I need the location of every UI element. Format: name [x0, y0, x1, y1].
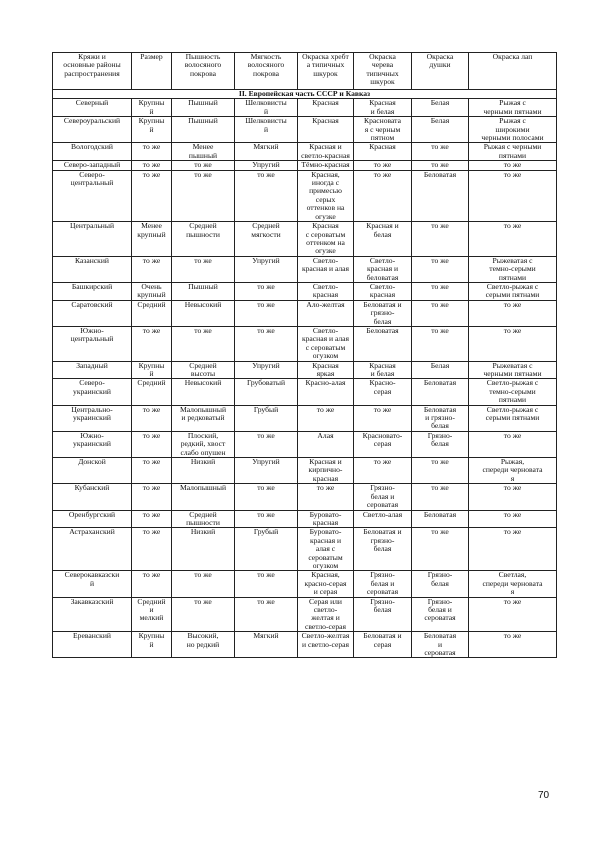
table-row: [53, 117, 557, 143]
table-cell: Очень крупный: [132, 282, 172, 300]
table-cell: Светло- красная: [298, 282, 354, 300]
table-cell: то же: [469, 300, 557, 326]
table-cell: то же: [412, 282, 469, 300]
table-cell: Малопышный: [172, 484, 235, 510]
table-cell: то же: [235, 431, 298, 457]
table-row: [53, 161, 557, 170]
table-header-row: [53, 53, 557, 90]
table-cell: то же: [412, 222, 469, 257]
table-cell: Красновата я с черным пятном: [354, 117, 412, 143]
table-cell: то же: [132, 571, 172, 597]
table-cell: Ало-желтая: [298, 300, 354, 326]
table-cell: то же: [235, 484, 298, 510]
table-cell: Донской: [53, 458, 132, 484]
table-cell: Средней высоты: [172, 361, 235, 379]
table-cell: Упругий: [235, 256, 298, 282]
table-cell: Буровато- красная: [298, 510, 354, 528]
table-cell: Северо-западный: [53, 161, 132, 170]
table-cell: Оренбургский: [53, 510, 132, 528]
table-cell: Упругий: [235, 361, 298, 379]
table-cell: Светло- красная и алая: [298, 256, 354, 282]
column-header: Мягкость волосяного покрова: [235, 53, 298, 90]
table-cell: Крупны й: [132, 632, 172, 658]
table-cell: Саратовский: [53, 300, 132, 326]
table-cell: Вологодский: [53, 143, 132, 161]
table-cell: Шелковисты й: [235, 117, 298, 143]
table-cell: Красная с сероватым оттенком на огузке: [298, 222, 354, 257]
table-cell: то же: [235, 597, 298, 632]
table-cell: Ереванский: [53, 632, 132, 658]
table-cell: то же: [412, 143, 469, 161]
table-cell: Пышный: [172, 117, 235, 143]
table-cell: Грубый: [235, 405, 298, 431]
column-header: Окраска лап: [469, 53, 557, 90]
page-number: 70: [538, 790, 550, 801]
table-cell: Беловатая: [412, 379, 469, 405]
table-row: [53, 632, 557, 658]
table-cell: Шелковисты й: [235, 99, 298, 117]
table-cell: Рыжеватая с черными пятнами: [469, 361, 557, 379]
table-cell: Кубанский: [53, 484, 132, 510]
table-row: [53, 510, 557, 528]
table-cell: Беловатая: [412, 170, 469, 221]
table-row: [53, 431, 557, 457]
table-cell: Менее пышный: [172, 143, 235, 161]
table-cell: Беловатая и грязно- белая: [354, 528, 412, 571]
table-cell: Тёмно-красная: [298, 161, 354, 170]
table-cell: Красная и белая: [354, 361, 412, 379]
table-cell: то же: [354, 161, 412, 170]
table-cell: Крупны й: [132, 99, 172, 117]
table-cell: Беловатая и сероватая: [412, 632, 469, 658]
table-cell: Красно-алая: [298, 379, 354, 405]
table-cell: Высокий, но редкий: [172, 632, 235, 658]
table-cell: Красная, иногда с примесью серых оттенков на огузке: [298, 170, 354, 221]
table-cell: Средний: [132, 379, 172, 405]
table-cell: Пышный: [172, 282, 235, 300]
table-cell: то же: [132, 161, 172, 170]
table-cell: Рыжая с черными пятнами: [469, 99, 557, 117]
table-cell: то же: [412, 256, 469, 282]
table-cell: Южно- украинский: [53, 431, 132, 457]
column-header: Окраска душки: [412, 53, 469, 90]
table-cell: Белая: [412, 99, 469, 117]
table-cell: то же: [235, 510, 298, 528]
table-cell: то же: [132, 326, 172, 361]
table-cell: Грязно- белая: [412, 571, 469, 597]
table-cell: то же: [132, 256, 172, 282]
table-cell: Низкий: [172, 458, 235, 484]
table-cell: Башкирский: [53, 282, 132, 300]
table-cell: то же: [412, 484, 469, 510]
table-cell: то же: [298, 405, 354, 431]
table-cell: Рыжая с широкими черными полосами: [469, 117, 557, 143]
table-cell: Светлая, спереди черновата я: [469, 571, 557, 597]
table-cell: Грязно- белая и сероватая: [354, 484, 412, 510]
table-cell: Светло-алая: [354, 510, 412, 528]
table-cell: то же: [412, 458, 469, 484]
table-cell: то же: [412, 161, 469, 170]
fox-fur-table: [52, 52, 557, 658]
section-title: II. Европейская часть СССР и Кавказ: [53, 90, 557, 99]
table-cell: Центрально- украинский: [53, 405, 132, 431]
table-cell: Невысокий: [172, 300, 235, 326]
table-cell: то же: [132, 528, 172, 571]
table-cell: то же: [132, 458, 172, 484]
table-cell: то же: [469, 484, 557, 510]
table-cell: Западный: [53, 361, 132, 379]
table-row: [53, 326, 557, 361]
table-cell: Красная и кирпично- красная: [298, 458, 354, 484]
table-cell: Красная яркая: [298, 361, 354, 379]
table-cell: Крупны й: [132, 361, 172, 379]
table-cell: то же: [235, 282, 298, 300]
table-cell: то же: [412, 300, 469, 326]
table-cell: то же: [172, 170, 235, 221]
column-header: Окраска черева типичных шкурок: [354, 53, 412, 90]
column-header: Кряжи и основные районы распространения: [53, 53, 132, 90]
table-cell: Беловатая: [412, 510, 469, 528]
table-cell: Светло- красная и беловатая: [354, 256, 412, 282]
table-cell: Средней пышности: [172, 510, 235, 528]
table-row: [53, 99, 557, 117]
table-cell: то же: [132, 170, 172, 221]
table-cell: Менее крупный: [132, 222, 172, 257]
table-row: [53, 379, 557, 405]
table-cell: Малопышный и редковатый: [172, 405, 235, 431]
table-cell: то же: [172, 571, 235, 597]
table-body: [53, 90, 557, 658]
table-cell: Средний: [132, 300, 172, 326]
table-cell: Северо- центральный: [53, 170, 132, 221]
table-cell: Мягкий: [235, 143, 298, 161]
table-cell: то же: [132, 431, 172, 457]
table-cell: то же: [172, 256, 235, 282]
table-cell: Красная и белая: [354, 222, 412, 257]
table-cell: то же: [132, 484, 172, 510]
table-cell: то же: [235, 300, 298, 326]
column-header: Окраска хребт а типичных шкурок: [298, 53, 354, 90]
table-cell: то же: [469, 326, 557, 361]
column-header: Размер: [132, 53, 172, 90]
table-row: [53, 458, 557, 484]
table-cell: то же: [469, 222, 557, 257]
table-cell: Беловатая и грязно- белая: [412, 405, 469, 431]
table-cell: Красная: [298, 117, 354, 143]
table-row: [53, 405, 557, 431]
table-cell: Грязно- белая и сероватая: [412, 597, 469, 632]
table-cell: Светло-рыжая с серыми пятнами: [469, 405, 557, 431]
table-cell: то же: [412, 326, 469, 361]
table-cell: то же: [469, 632, 557, 658]
column-header: Пышность волосяного покрова: [172, 53, 235, 90]
table-cell: Южно- центральный: [53, 326, 132, 361]
table-cell: Рыжеватая с темно-серыми пятнами: [469, 256, 557, 282]
table-cell: Грязно- белая и сероватая: [354, 571, 412, 597]
table-cell: Красная: [298, 99, 354, 117]
table-cell: Средней пышности: [172, 222, 235, 257]
table-row: [53, 170, 557, 221]
table-cell: то же: [469, 528, 557, 571]
table-cell: Упругий: [235, 161, 298, 170]
table-cell: Североуральский: [53, 117, 132, 143]
table-cell: Красная и светло-красная: [298, 143, 354, 161]
section-row: [53, 90, 557, 99]
table-cell: то же: [469, 597, 557, 632]
table-cell: Грязно- белая: [412, 431, 469, 457]
table-cell: Красновато- серая: [354, 431, 412, 457]
table-row: [53, 222, 557, 257]
table-cell: Красная и белая: [354, 99, 412, 117]
table-cell: Низкий: [172, 528, 235, 571]
table-cell: Северо- украинский: [53, 379, 132, 405]
table-cell: Светло- красная и алая с сероватым огузком: [298, 326, 354, 361]
table-row: [53, 528, 557, 571]
table-cell: Белая: [412, 361, 469, 379]
table-cell: Центральный: [53, 222, 132, 257]
table-row: [53, 597, 557, 632]
table-cell: то же: [354, 405, 412, 431]
table-cell: Рыжая с черными пятнами: [469, 143, 557, 161]
table-row: [53, 143, 557, 161]
table-cell: Красная: [354, 143, 412, 161]
table-cell: Светло-желтая и светло-серая: [298, 632, 354, 658]
table-cell: Грубоватый: [235, 379, 298, 405]
table-cell: Средний и мелкий: [132, 597, 172, 632]
table-cell: то же: [469, 431, 557, 457]
table-cell: то же: [354, 170, 412, 221]
table-cell: Плоский, редкий, хвост слабо опушен: [172, 431, 235, 457]
table-cell: то же: [469, 170, 557, 221]
table-cell: Серая или светло- желтая и светло-серая: [298, 597, 354, 632]
table-cell: то же: [132, 405, 172, 431]
table-row: [53, 256, 557, 282]
table-cell: Светло-рыжая с серыми пятнами: [469, 282, 557, 300]
table-cell: Красная, красно-серая и серая: [298, 571, 354, 597]
table-cell: то же: [354, 458, 412, 484]
table-cell: Невысокий: [172, 379, 235, 405]
table-row: [53, 484, 557, 510]
table-row: [53, 361, 557, 379]
table-cell: Крупны й: [132, 117, 172, 143]
table-cell: то же: [235, 571, 298, 597]
table-cell: Беловатая: [354, 326, 412, 361]
table-cell: то же: [235, 326, 298, 361]
table-cell: то же: [469, 161, 557, 170]
table-cell: Северный: [53, 99, 132, 117]
table-cell: Упругий: [235, 458, 298, 484]
table-row: [53, 300, 557, 326]
table-cell: Красно- серая: [354, 379, 412, 405]
table-cell: Мягкий: [235, 632, 298, 658]
table-cell: Пышный: [172, 99, 235, 117]
table-cell: Закавказский: [53, 597, 132, 632]
table-cell: то же: [172, 161, 235, 170]
table-cell: то же: [412, 528, 469, 571]
table-cell: то же: [172, 597, 235, 632]
table-cell: Рыжая, спереди черновата я: [469, 458, 557, 484]
table-cell: то же: [132, 143, 172, 161]
table-cell: то же: [132, 510, 172, 528]
table-cell: Казанский: [53, 256, 132, 282]
table-cell: то же: [172, 326, 235, 361]
table-cell: то же: [469, 510, 557, 528]
table-cell: Алая: [298, 431, 354, 457]
table-cell: Беловатая и серая: [354, 632, 412, 658]
table-cell: Беловатая и грязно- белая: [354, 300, 412, 326]
table-cell: Белая: [412, 117, 469, 143]
table-cell: Светло- красная: [354, 282, 412, 300]
table-cell: Грубый: [235, 528, 298, 571]
table-cell: Средней мягкости: [235, 222, 298, 257]
table-cell: Буровато- красная и алая с сероватым огузком: [298, 528, 354, 571]
table-cell: Северокавказски й: [53, 571, 132, 597]
table-cell: Светло-рыжая с темно-серыми пятнами: [469, 379, 557, 405]
table-cell: то же: [298, 484, 354, 510]
table-row: [53, 282, 557, 300]
table-cell: Грязно- белая: [354, 597, 412, 632]
table-cell: Астраханский: [53, 528, 132, 571]
table-row: [53, 571, 557, 597]
table-cell: то же: [235, 170, 298, 221]
